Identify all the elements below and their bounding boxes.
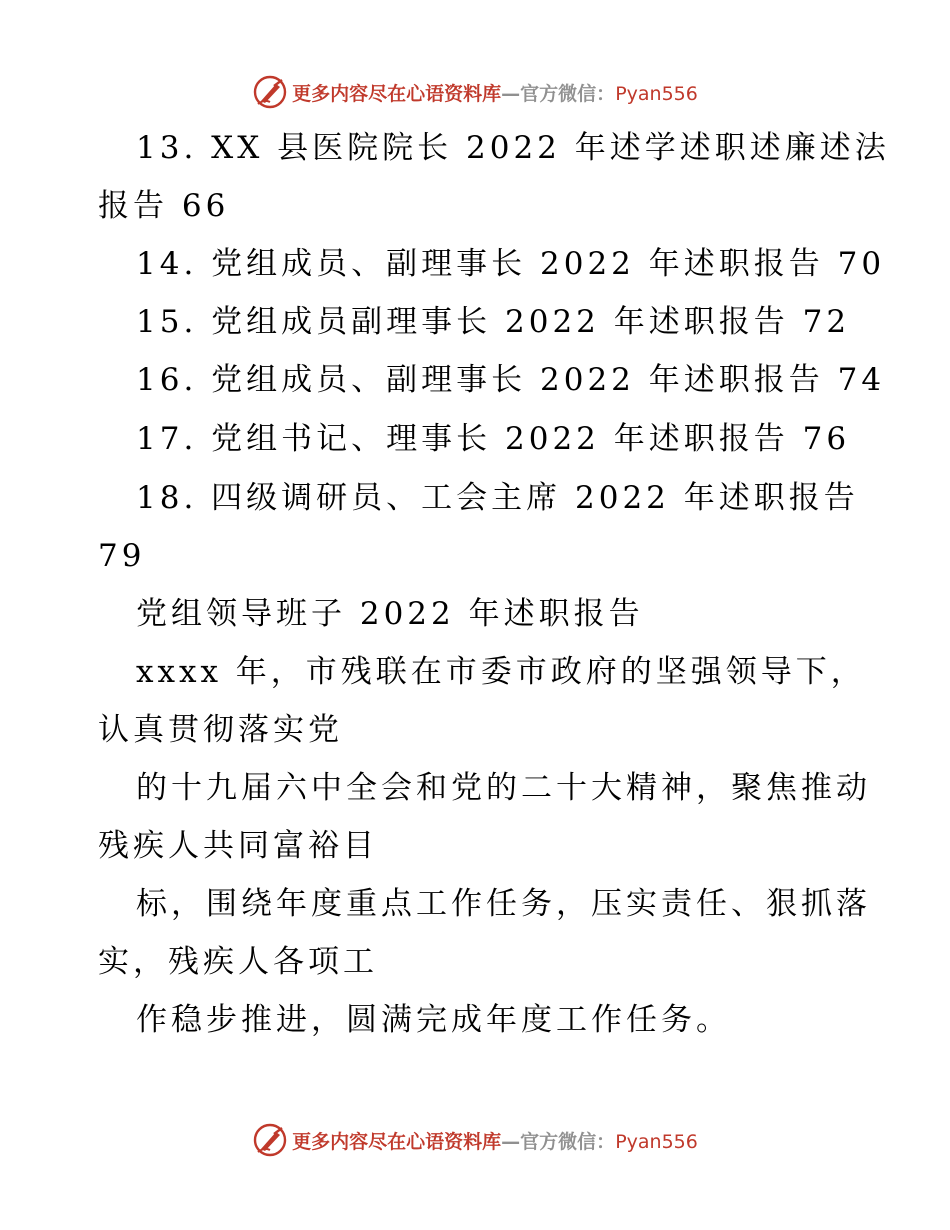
quill-pen-logo-icon bbox=[252, 1122, 288, 1158]
paragraph-line: 实，残疾人各项工 bbox=[98, 944, 378, 980]
paragraph-line: 作稳步推进，圆满完成年度工作任务。 bbox=[136, 1002, 731, 1038]
watermark-wechat-label: 官方微信： bbox=[520, 1130, 616, 1153]
toc-item-13: 13. XX 县医院院长 2022 年述学述职述廉述法 bbox=[136, 130, 890, 166]
watermark-footer bbox=[0, 1120, 950, 1160]
watermark-separator: — bbox=[501, 1130, 521, 1153]
watermark-group bbox=[252, 1122, 698, 1158]
toc-item-17: 17. 党组书记、理事长 2022 年述职报告 76 bbox=[136, 421, 851, 457]
watermark-header bbox=[0, 72, 950, 112]
toc-item-13-cont: 报告 66 bbox=[98, 188, 230, 224]
watermark-wechat-id: Pyan556 bbox=[615, 1130, 698, 1153]
watermark-brand: 更多内容尽在心语资料库 bbox=[292, 1130, 502, 1153]
paragraph-line: 的十九届六中全会和党的二十大精神，聚焦推动 bbox=[136, 770, 871, 806]
paragraph-line: 残疾人共同富裕目 bbox=[98, 828, 378, 864]
paragraph-line: 认真贯彻落实党 bbox=[98, 712, 343, 748]
watermark-separator: — bbox=[501, 82, 521, 105]
quill-pen-logo-icon bbox=[252, 74, 288, 110]
toc-item-18: 18. 四级调研员、工会主席 2022 年述职报告 bbox=[136, 480, 859, 516]
watermark-text bbox=[292, 79, 698, 106]
toc-item-18-cont: 79 bbox=[98, 538, 146, 574]
watermark-wechat-label: 官方微信： bbox=[520, 82, 616, 105]
watermark-wechat-id: Pyan556 bbox=[615, 82, 698, 105]
toc-item-15: 15. 党组成员副理事长 2022 年述职报告 72 bbox=[136, 304, 851, 340]
toc-item-14: 14. 党组成员、副理事长 2022 年述职报告 70 bbox=[136, 246, 886, 282]
section-title: 党组领导班子 2022 年述职报告 bbox=[136, 596, 644, 632]
paragraph-line: 标，围绕年度重点工作任务，压实责任、狠抓落 bbox=[136, 886, 871, 922]
watermark-text bbox=[292, 1127, 698, 1154]
toc-item-16: 16. 党组成员、副理事长 2022 年述职报告 74 bbox=[136, 362, 886, 398]
watermark-group bbox=[252, 74, 698, 110]
watermark-brand: 更多内容尽在心语资料库 bbox=[292, 82, 502, 105]
paragraph-line: xxxx 年，市残联在市委市政府的坚强领导下， bbox=[136, 654, 866, 690]
